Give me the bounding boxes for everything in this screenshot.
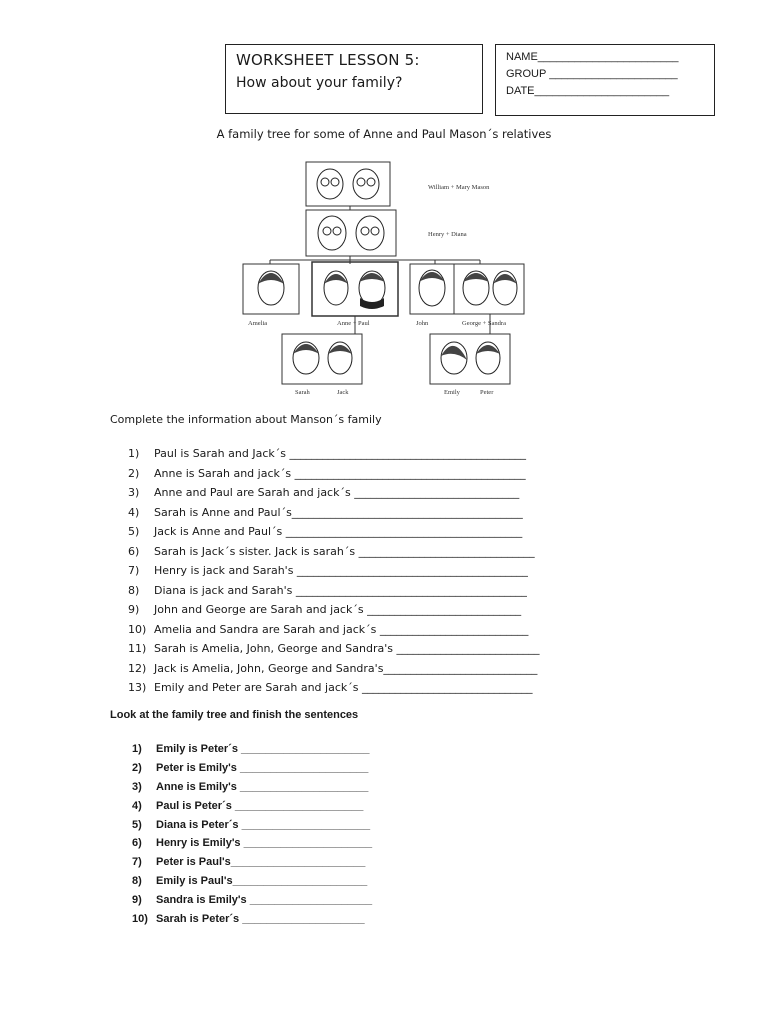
- list-item[interactable]: 3) Anne is Emily's _____________________: [132, 780, 369, 793]
- family-tree-caption: A family tree for some of Anne and Paul Mason´s relatives: [216, 127, 552, 141]
- list-item[interactable]: 10) Sarah is Peter´s ____________________: [132, 913, 365, 926]
- label-emily: Emily: [444, 389, 460, 396]
- section1-list: [128, 444, 539, 698]
- list-item[interactable]: 5) Jack is Anne and Paul´s ___________________________________________: [128, 525, 523, 538]
- list-item[interactable]: 4) Sarah is Anne and Paul´s__________________________________________: [128, 505, 523, 519]
- worksheet-subtitle: How about your family?: [236, 75, 403, 91]
- section2-list: [132, 740, 372, 929]
- list-item[interactable]: 9) John and George are Sarah and jack´s ____________________________: [128, 603, 522, 616]
- list-item[interactable]: 5) Diana is Peter´s _____________________: [132, 818, 371, 831]
- label-grandparents: William + Mary Mason: [428, 184, 490, 191]
- list-item[interactable]: 4) Paul is Peter´s _____________________: [132, 799, 364, 812]
- date-field[interactable]: DATE______________________: [506, 85, 670, 97]
- worksheet-title-box: [225, 44, 483, 114]
- name-field[interactable]: NAME_______________________: [506, 51, 679, 63]
- list-item[interactable]: 13) Emily and Peter are Sarah and jack´s _______________________________: [128, 681, 533, 694]
- label-peter: Peter: [480, 389, 494, 396]
- label-john: John: [416, 320, 429, 327]
- list-item[interactable]: 7) Henry is jack and Sarah's __________________________________________: [128, 564, 528, 577]
- list-item[interactable]: 2) Anne is Sarah and jack´s __________________________________________: [128, 466, 526, 480]
- list-item[interactable]: 11) Sarah is Amelia, John, George and Sandra's __________________________: [128, 642, 540, 655]
- label-amelia: Amelia: [248, 320, 268, 327]
- student-info-box: [495, 44, 715, 116]
- family-tree-illustration: [240, 158, 530, 398]
- section1-heading: Complete the information about Manson´s family: [110, 413, 382, 426]
- list-item[interactable]: 8) Diana is jack and Sarah's __________________________________________: [128, 583, 527, 597]
- label-george-sandra: George + Sandra: [462, 320, 506, 327]
- list-item[interactable]: 9) Sandra is Emily's ____________________: [132, 894, 373, 907]
- list-item[interactable]: 1) Emily is Peter´s _____________________: [132, 743, 370, 755]
- list-item[interactable]: 3) Anne and Paul are Sarah and jack´s ______________________________: [128, 486, 520, 499]
- label-jack: Jack: [337, 389, 349, 396]
- group-field[interactable]: GROUP _____________________: [506, 68, 678, 80]
- section2-heading: Look at the family tree and finish the sentences: [110, 709, 359, 721]
- worksheet-title: WORKSHEET LESSON 5:: [236, 51, 420, 69]
- family-tree-figure: [240, 158, 530, 398]
- list-item[interactable]: 2) Peter is Emily's _____________________: [132, 761, 369, 774]
- list-item[interactable]: 1) Paul is Sarah and Jack´s ___________________________________________: [128, 447, 526, 460]
- list-item[interactable]: 6) Sarah is Jack´s sister. Jack is sarah´s ________________________________: [128, 544, 535, 558]
- list-item[interactable]: 6) Henry is Emily's _____________________: [132, 837, 373, 850]
- list-item[interactable]: 7) Peter is Paul's______________________: [132, 856, 366, 869]
- list-item[interactable]: 12) Jack is Amelia, John, George and Sandra's____________________________: [128, 661, 538, 675]
- list-item[interactable]: 10) Amelia and Sandra are Sarah and jack´s ___________________________: [128, 622, 529, 636]
- label-parents: Henry + Diana: [428, 231, 467, 238]
- label-anne-paul: Anne + Paul: [337, 320, 370, 327]
- list-item[interactable]: 8) Emily is Paul's______________________: [132, 875, 368, 888]
- label-sarah: Sarah: [295, 389, 310, 396]
